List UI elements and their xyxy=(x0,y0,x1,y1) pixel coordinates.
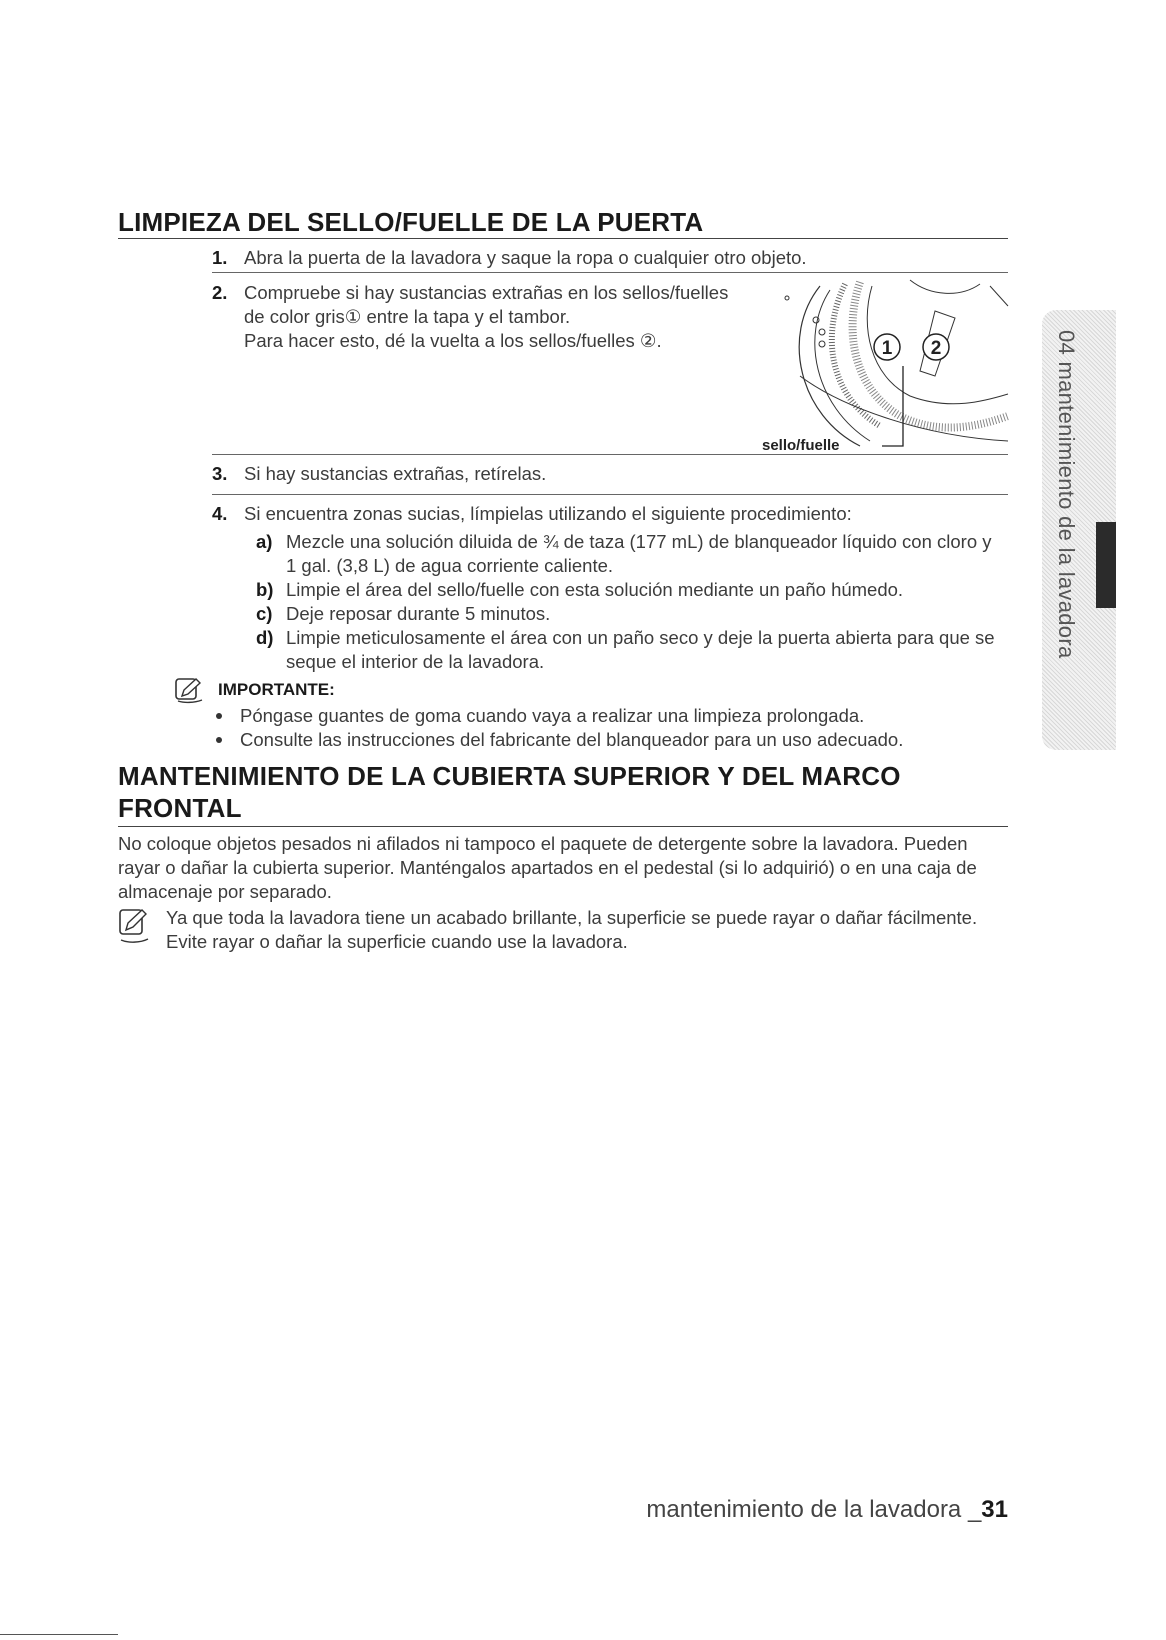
step-3 xyxy=(212,462,1012,486)
section-title-rule xyxy=(118,826,1008,827)
step-text-line: de color gris① entre la tapa y el tambor. xyxy=(244,306,571,327)
bullet-text: Consulte las instrucciones del fabricante del blanqueador para un uso adecuado. xyxy=(240,729,904,750)
substep-text-line: 1 gal. (3,8 L) de agua corriente caliente. xyxy=(286,555,614,576)
step-number: 3. xyxy=(212,463,228,484)
page-number: 31 xyxy=(981,1496,1008,1523)
bullet-text: Póngase guantes de goma cuando vaya a realizar una limpieza prolongada. xyxy=(240,705,865,726)
door-seal-illustration xyxy=(760,276,1010,454)
step-text: Abra la puerta de la lavadora y saque la ropa o cualquier otro objeto. xyxy=(244,247,807,268)
important-label: IMPORTANTE: xyxy=(218,680,335,699)
callout-1-number: 1 xyxy=(881,338,893,359)
section-title-rule xyxy=(118,238,1008,239)
note-pencil-icon xyxy=(118,906,150,946)
page-footer xyxy=(646,1496,1008,1524)
note-line: Ya que toda la lavadora tiene un acabado brillante, la superficie se puede rayar o dañar fácilmente. xyxy=(166,907,978,928)
screw-hole xyxy=(819,329,825,335)
step-divider xyxy=(212,272,1008,273)
step-divider xyxy=(212,494,1008,495)
substep-text-line: seque el interior de la lavadora. xyxy=(286,651,545,672)
substep-letter: d) xyxy=(256,627,274,648)
substep-text-line: Limpie el área del sello/fuelle con esta solución mediante un paño húmedo. xyxy=(286,579,904,600)
step-1 xyxy=(212,246,1012,270)
step-text-line: Compruebe si hay sustancias extrañas en los sellos/fuelles xyxy=(244,282,729,303)
screw-hole xyxy=(785,296,789,300)
substep-d xyxy=(256,626,1006,674)
note-pencil-icon xyxy=(174,676,204,704)
bullet-dot xyxy=(216,737,222,743)
screw-hole xyxy=(813,317,819,323)
step-divider xyxy=(212,454,1008,455)
footer-section-name: mantenimiento de la lavadora _ xyxy=(646,1496,982,1523)
chapter-side-marker xyxy=(1096,522,1116,608)
paragraph-line: almacenaje por separado. xyxy=(118,881,332,902)
callout-2-number: 2 xyxy=(930,338,942,359)
section-title-line: MANTENIMIENTO DE LA CUBIERTA SUPERIOR Y DEL MARCO xyxy=(118,761,901,791)
substep-text-line: Limpie meticulosamente el área con un paño seco y deje la puerta abierta para que se xyxy=(286,627,995,648)
chapter-side-tab-label: 04 mantenimiento de la lavadora xyxy=(1054,330,1079,659)
substep-a xyxy=(256,530,1006,578)
step-text: Si hay sustancias extrañas, retírelas. xyxy=(244,463,547,484)
section-title-door-seal: LIMPIEZA DEL SELLO/FUELLE DE LA PUERTA xyxy=(118,207,704,237)
step-4 xyxy=(212,502,1012,526)
step-number: 1. xyxy=(212,247,228,268)
step-text: Si encuentra zonas sucias, límpielas utilizando el siguiente procedimiento: xyxy=(244,503,852,524)
substep-letter: a) xyxy=(256,531,273,552)
substep-b xyxy=(256,578,1006,602)
substep-letter: b) xyxy=(256,579,274,600)
important-bullet xyxy=(216,728,996,752)
step-2 xyxy=(212,281,772,353)
paragraph-line: rayar o dañar la cubierta superior. Manténgalos apartados en el pedestal (si lo adquirió) o en una caja de xyxy=(118,857,977,878)
substep-letter: c) xyxy=(256,603,273,624)
bullet-dot xyxy=(216,713,222,719)
important-bullet xyxy=(216,704,996,728)
step-number: 4. xyxy=(212,503,228,524)
paragraph-line: No coloque objetos pesados ni afilados ni tampoco el paquete de detergente sobre la lavadora. Pueden xyxy=(118,833,968,854)
substep-text-line: Mezcle una solución diluida de ¾ de taza (177 mL) de blanqueador líquido con cloro y xyxy=(286,531,992,552)
screw-hole xyxy=(819,341,825,347)
substep-c xyxy=(256,602,1006,626)
step-number: 2. xyxy=(212,282,228,303)
section-title-top-cover xyxy=(118,760,901,824)
bottom-edge-rule xyxy=(0,1634,118,1635)
substep-text-line: Deje reposar durante 5 minutos. xyxy=(286,603,551,624)
seal-label: sello/fuelle xyxy=(762,437,840,454)
step-text-line: Para hacer esto, dé la vuelta a los sellos/fuelles ②. xyxy=(244,330,662,351)
note-line: Evite rayar o dañar la superficie cuando use la lavadora. xyxy=(166,931,628,952)
section-title-line: FRONTAL xyxy=(118,793,242,823)
